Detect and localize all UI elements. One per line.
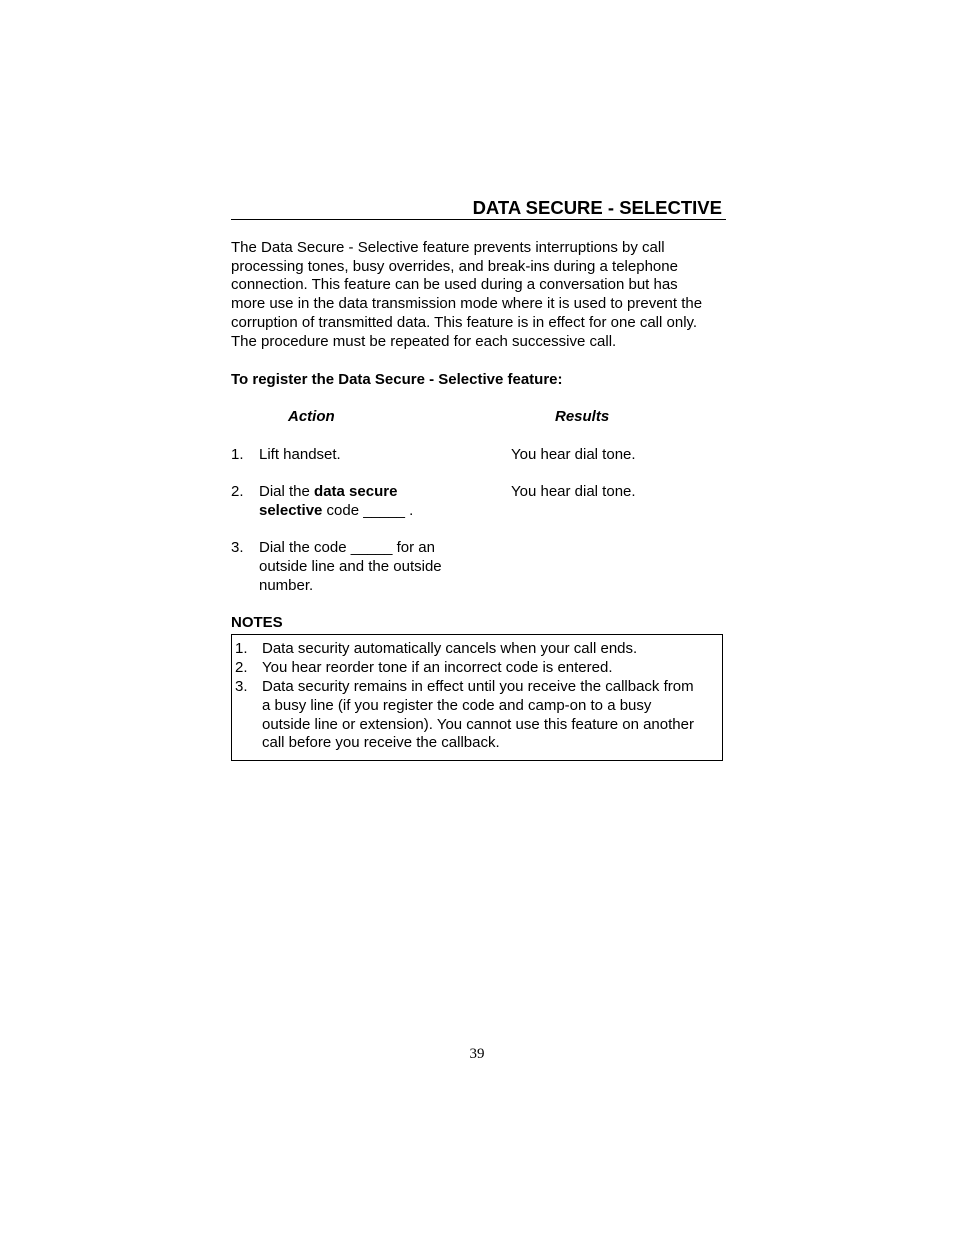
intro-line: corruption of transmitted data. This feature is in effect for one call only. <box>231 313 698 331</box>
step-action-line: outside line and the outside <box>259 558 442 575</box>
note-text <box>262 640 717 659</box>
notes-box <box>231 634 723 761</box>
notes-heading: NOTES <box>231 614 283 631</box>
intro-line: The procedure must be repeated for each successive call. <box>231 332 617 350</box>
register-heading: To register the Data Secure - Selective feature: <box>231 371 563 388</box>
step-action <box>259 482 484 520</box>
step-action-line <box>259 501 484 520</box>
title-underline <box>231 219 726 220</box>
step-result: You hear dial tone. <box>511 446 636 463</box>
results-column-header: Results <box>555 408 610 425</box>
page-number: 39 <box>469 1046 485 1062</box>
note-line: outside line or extension). You cannot use this feature on another <box>262 715 694 733</box>
step-result: You hear dial tone. <box>511 483 636 500</box>
step-action-bold: selective <box>259 502 323 519</box>
step-action-bold: data secure <box>314 483 398 500</box>
note-number: 2. <box>235 659 248 676</box>
note-text <box>262 678 717 753</box>
note-line: You hear reorder tone if an incorrect code is entered. <box>262 659 613 676</box>
step-action-text: code _____ . <box>322 502 414 519</box>
step-action-line: Lift handset. <box>259 446 341 463</box>
step-number: 3. <box>231 539 244 556</box>
note-number: 3. <box>235 678 248 695</box>
intro-line: connection. This feature can be used during a conversation but has <box>231 276 678 294</box>
intro-paragraph <box>231 239 726 351</box>
note-number: 1. <box>235 640 248 657</box>
note-line: call before you receive the callback. <box>262 734 500 752</box>
step-action-line <box>259 482 484 501</box>
intro-line: processing tones, busy overrides, and break-ins during a telephone <box>231 257 678 275</box>
step-action <box>259 445 484 464</box>
page-title: DATA SECURE - SELECTIVE <box>472 197 722 218</box>
step-number: 2. <box>231 483 244 500</box>
step-number: 1. <box>231 446 244 463</box>
step-action-text: Dial the <box>259 483 315 500</box>
step-action-line: Dial the code _____ for an <box>259 539 435 556</box>
note-text <box>262 659 717 678</box>
note-line: Data security remains in effect until you receive the callback from <box>262 678 694 695</box>
note-line: a busy line (if you register the code and camp-on to a busy <box>262 696 652 714</box>
action-column-header: Action <box>288 408 335 425</box>
note-line: Data security automatically cancels when your call ends. <box>262 640 638 657</box>
intro-line: more use in the data transmission mode where it is used to prevent the <box>231 295 703 313</box>
step-action-line: number. <box>259 577 314 594</box>
intro-line: The Data Secure - Selective feature prevents interruptions by call <box>231 239 665 256</box>
step-action <box>259 538 484 595</box>
